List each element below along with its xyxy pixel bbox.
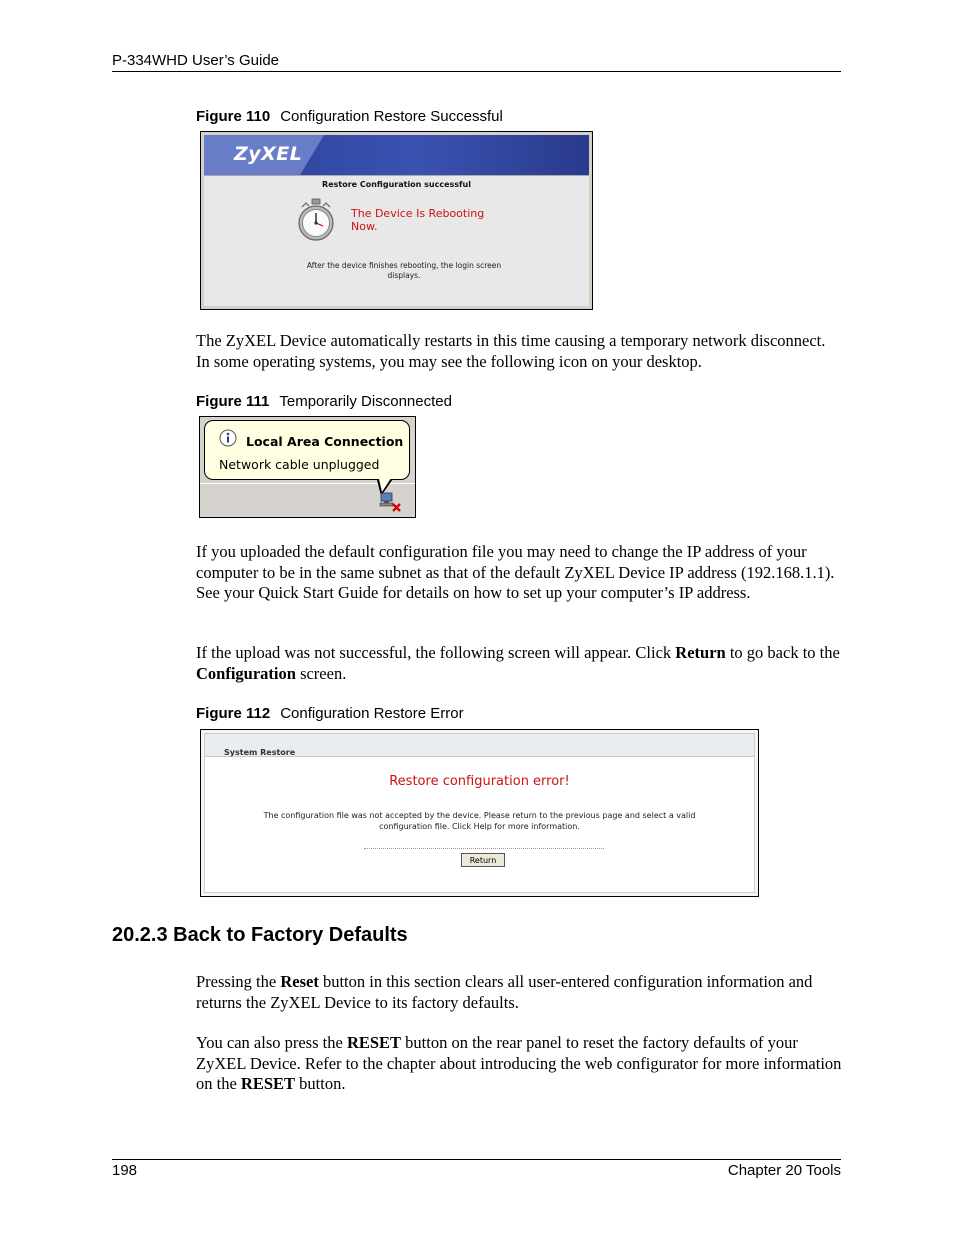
zyxel-banner <box>204 135 589 175</box>
return-button[interactable]: Return <box>461 853 505 867</box>
rebooting-line-2: Now. <box>351 220 378 233</box>
paragraph-default-config: If you uploaded the default configuration file you may need to change the IP address of your computer to be in the same subnet as that of the default ZyXEL Device IP address (192.168.1.1). See your Quick Start Guide for details on how to set up your computer’s IP address. <box>196 542 835 602</box>
text-run: If the upload was not successful, the following screen will appear. Click <box>196 643 676 662</box>
chapter-title: Chapter 20 Tools <box>727 1162 841 1179</box>
text-run: button in this section clears all user-entered configuration information and returns the ZyXEL Device to its factory defaults. <box>196 972 813 1012</box>
figure-label: Figure 112 <box>196 705 271 722</box>
notification-balloon[interactable] <box>204 420 410 480</box>
text-run: screen. <box>295 663 347 683</box>
after-reboot-note <box>274 261 534 280</box>
rebooting-line-1: The Device Is Rebooting <box>351 207 485 220</box>
reset-bold: RESET <box>346 1033 402 1052</box>
info-icon <box>219 429 237 447</box>
reset-bold: Reset <box>280 972 319 991</box>
configuration-bold: Configuration <box>196 663 296 683</box>
panel-title: System Restore <box>224 748 296 757</box>
figure-112-screenshot <box>200 729 759 897</box>
text-run: Pressing the <box>196 972 281 991</box>
error-message <box>225 810 734 832</box>
page-number: 198 <box>112 1162 138 1179</box>
dotted-divider <box>364 848 604 849</box>
after-reboot-line-1: After the device finishes rebooting, the login screen <box>306 261 502 270</box>
text-run: button. <box>295 1074 346 1093</box>
text-run: to go back to the <box>725 643 840 662</box>
network-disconnected-icon[interactable] <box>378 491 402 513</box>
figure-caption-text: Configuration Restore Error <box>280 705 464 722</box>
return-bold: Return <box>675 643 726 662</box>
figure-label: Figure 110 <box>196 108 271 125</box>
paragraph-reset-button <box>196 972 842 1013</box>
restore-success-body <box>204 175 589 306</box>
balloon-title: Local Area Connection <box>246 434 404 449</box>
figure-112-caption <box>196 705 464 722</box>
section-heading: 20.2.3 Back to Factory Defaults <box>112 924 408 946</box>
figure-caption-text: Temporarily Disconnected <box>279 393 452 410</box>
rebooting-message <box>351 207 551 233</box>
figure-111-caption <box>196 393 452 410</box>
figure-caption-text: Configuration Restore Successful <box>280 108 503 125</box>
balloon-tail-fill <box>378 475 393 492</box>
header-rule <box>112 71 841 72</box>
stopwatch-icon <box>296 198 336 242</box>
text-run: button on the rear panel to reset the factory defaults of your ZyXEL Device. Refer to the chapter about introducing the web configurator for more information on the <box>196 1033 842 1093</box>
balloon-message: Network cable unplugged <box>219 457 380 472</box>
figure-110-screenshot <box>200 131 593 310</box>
figure-111-screenshot <box>199 416 416 518</box>
restore-success-title: Restore Configuration successful <box>322 180 471 189</box>
after-reboot-line-2: displays. <box>387 270 421 280</box>
footer-rule <box>112 1159 841 1160</box>
figure-110-caption <box>196 108 503 125</box>
text-run: You can also press the <box>196 1033 347 1052</box>
zyxel-logo: ZyXEL <box>234 143 303 165</box>
running-header: P-334WHD User’s Guide <box>112 52 279 69</box>
error-line-2: configuration file. Click Help for more information. <box>379 822 580 831</box>
paragraph-restart-notice: The ZyXEL Device automatically restarts in this time causing a temporary network disconnect. In some operating systems, you may see the following icon on your desktop. <box>196 331 826 371</box>
figure-label: Figure 111 <box>196 393 270 410</box>
paragraph-upload-failed <box>196 643 842 684</box>
error-line-1: The configuration file was not accepted by the device. Please return to the previous page and select a valid <box>263 811 696 820</box>
error-title: Restore configuration error! <box>389 774 570 789</box>
restore-error-panel <box>204 733 755 893</box>
reset-bold: RESET <box>240 1074 296 1093</box>
paragraph-rear-reset <box>196 1033 842 1095</box>
